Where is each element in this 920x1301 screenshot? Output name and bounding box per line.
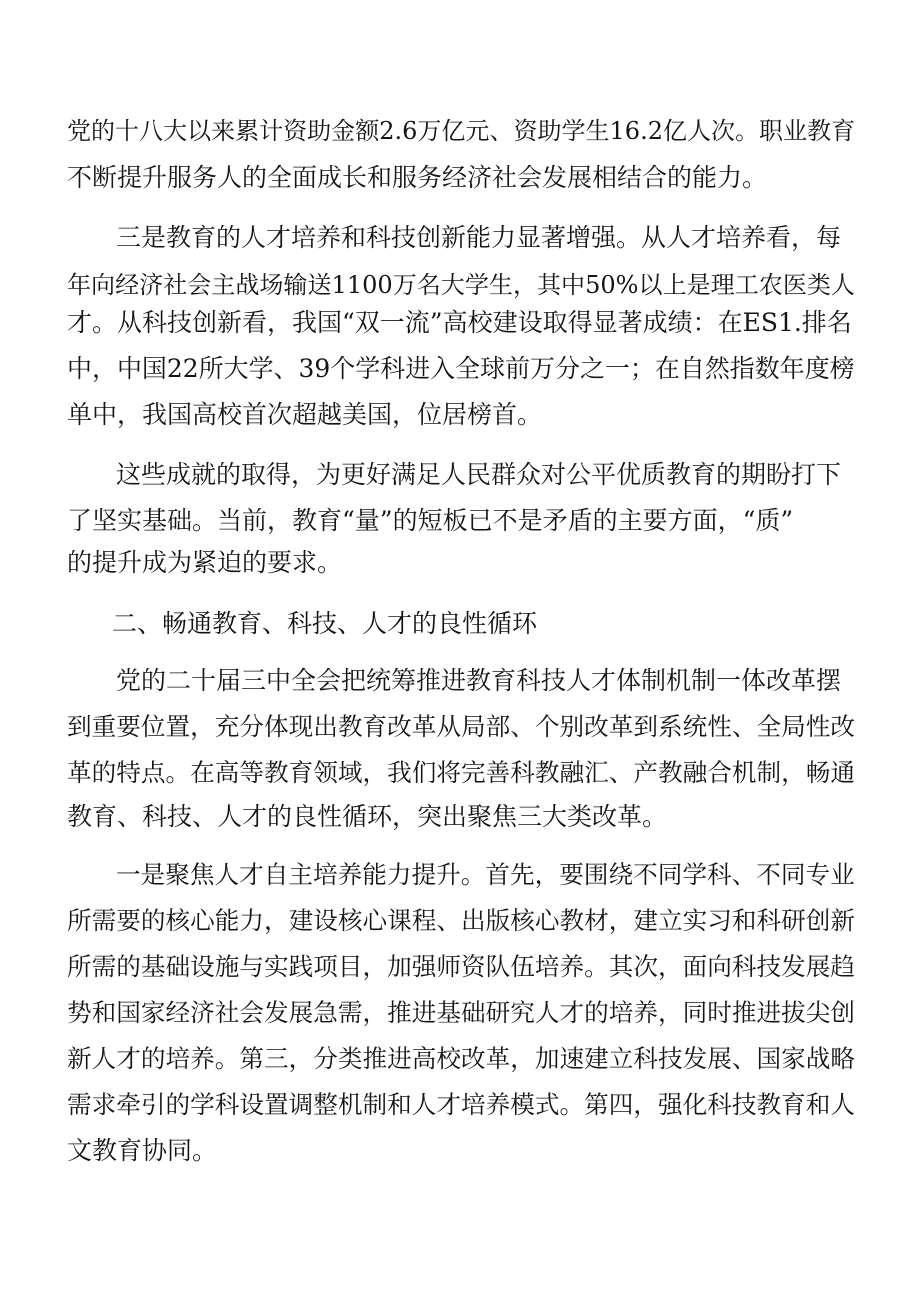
paragraph-2-line-5: 单中，我国高校首次超越美国，位居榜首。	[67, 400, 543, 429]
paragraph-4-line-2: 到重要位置，充分体现出教育改革从局部、个别改革到系统性、全局性改	[67, 712, 856, 741]
paragraph-5-line-1: 一是聚焦人才自主培养能力提升。首先，要围绕不同学科、不同专业	[116, 860, 855, 889]
paragraph-2-line-2: 年向经济社会主战场输送1100万名大学生，其中50%以上是理工农医类人	[67, 271, 855, 299]
paragraph-5-line-7: 文教育协同。	[67, 1136, 218, 1165]
paragraph-2-line-3: 才。从科技创新看，我国“双一流”高校建设取得显著成绩：在ES1.排名	[67, 308, 852, 337]
paragraph-3-line-2: 了坚实基础。当前，教育“量”的短板已不是矛盾的主要方面，“质”	[67, 506, 794, 535]
paragraph-1-line-1: 党的十八大以来累计资助金额2.6万亿元、资助学生16.2亿人次。职业教育	[67, 117, 856, 145]
paragraph-4-line-1: 党的二十届三中全会把统筹推进教育科技人才体制机制一体改革摆	[116, 666, 842, 695]
paragraph-2-line-4: 中，中国22所大学、39个学科进入全球前万分之一；在自然指数年度榜	[67, 354, 855, 383]
paragraph-5-line-2: 所需要的核心能力，建设核心课程、出版核心教材，建立实习和科研创新	[67, 906, 856, 935]
paragraph-4-line-3: 革的特点。在高等教育领域，我们将完善科教融汇、产教融合机制，畅通	[67, 758, 856, 787]
paragraph-5-line-3: 所需的基础设施与实践项目，加强师资队伍培养。其次，面向科技发展趋	[67, 952, 856, 981]
paragraph-2-line-1: 三是教育的人才培养和科技创新能力显著增强。从人才培养看，每	[116, 223, 842, 252]
section-heading: 二、畅通教育、科技、人才的良性循环	[112, 609, 538, 638]
paragraph-3-line-3: 的提升成为紧迫的要求。	[67, 548, 343, 577]
paragraph-3-line-1: 这些成就的取得，为更好满足人民群众对公平优质教育的期盼打下	[116, 460, 842, 489]
paragraph-5-line-5: 新人才的培养。第三，分类推进高校改革，加速建立科技发展、国家战略	[67, 1044, 856, 1073]
paragraph-5-line-6: 需求牵引的学科设置调整机制和人才培养模式。第四，强化科技教育和人	[67, 1090, 856, 1119]
paragraph-5-line-4: 势和国家经济社会发展急需，推进基础研究人才的培养，同时推进拔尖创	[67, 998, 856, 1027]
paragraph-4-line-4: 教育、科技、人才的良性循环，突出聚焦三大类改革。	[67, 802, 668, 831]
paragraph-1-line-2: 不断提升服务人的全面成长和服务经济社会发展相结合的能力。	[67, 163, 768, 192]
